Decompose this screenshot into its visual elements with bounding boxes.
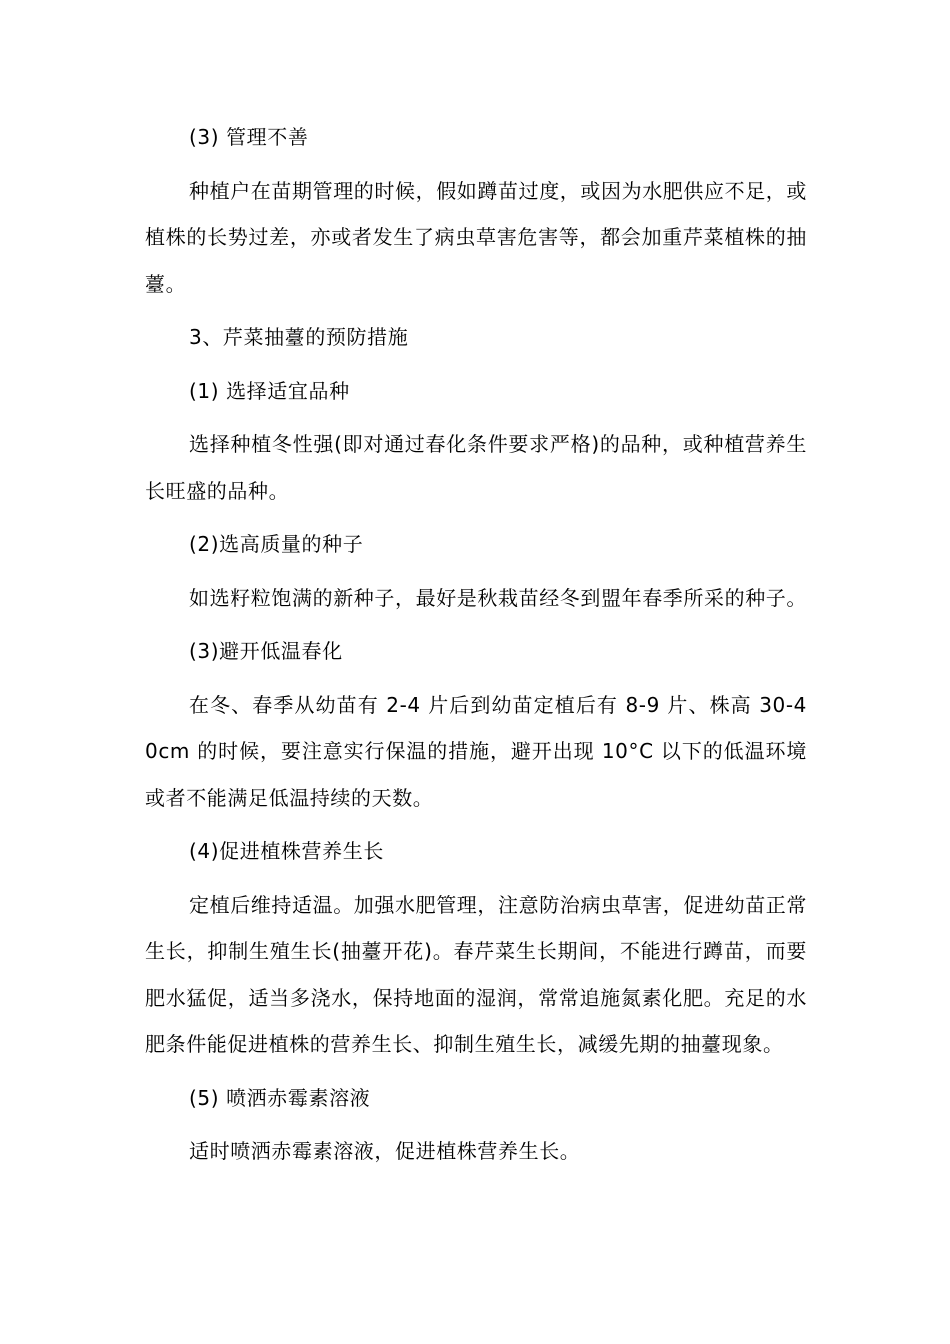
subheading-variety: (1) 选择适宜品种 [189, 378, 350, 403]
subheading-seeds: (2)选高质量的种子 [189, 532, 364, 556]
subheading-growth: (4)促进植株营养生长 [189, 839, 384, 863]
paragraph-seeds: 如选籽粒饱满的新种子，最好是秋栽苗经冬到盟年春季所采的种子。 [189, 585, 807, 610]
paragraph-low-temperature: 在冬、春季从幼苗有 2-4 片后到幼苗定植后有 8-9 片、株高 30-40cm 的时候，要注意实行保温的措施，避开出现 10°C 以下的低温环境或者不能满足低温持续的天数。 [145, 692, 807, 810]
paragraph-gibberellin: 适时喷洒赤霉素溶液，促进植株营养生长。 [189, 1139, 581, 1163]
paragraph-variety: 选择种植冬性强(即对通过春化条件要求严格)的品种，或种植营养生长旺盛的品种。 [145, 432, 807, 503]
paragraph-management: 种植户在苗期管理的时候，假如蹲苗过度，或因为水肥供应不足，或植株的长势过差，亦或者发生了病虫草害危害等，都会加重芹菜植株的抽薹。 [145, 178, 807, 296]
paragraph-growth: 定植后维持适温。加强水肥管理，注意防治病虫草害，促进幼苗正常生长，抑制生殖生长(抽薹开花)。春芹菜生长期间，不能进行蹲苗，而要肥水猛促，适当多浇水，保持地面的湿润，常常追施氮素化肥。充足的水肥条件能促进植株的营养生长、抑制生殖生长，减缓先期的抽薹现象。 [145, 892, 807, 1056]
section-heading-prevention: 3、芹菜抽薹的预防措施 [189, 325, 409, 349]
section-heading-management: (3) 管理不善 [189, 125, 309, 149]
subheading-low-temperature: (3)避开低温春化 [189, 639, 343, 663]
document-body [145, 114, 807, 1182]
subheading-gibberellin: (5) 喷洒赤霉素溶液 [189, 1085, 371, 1110]
